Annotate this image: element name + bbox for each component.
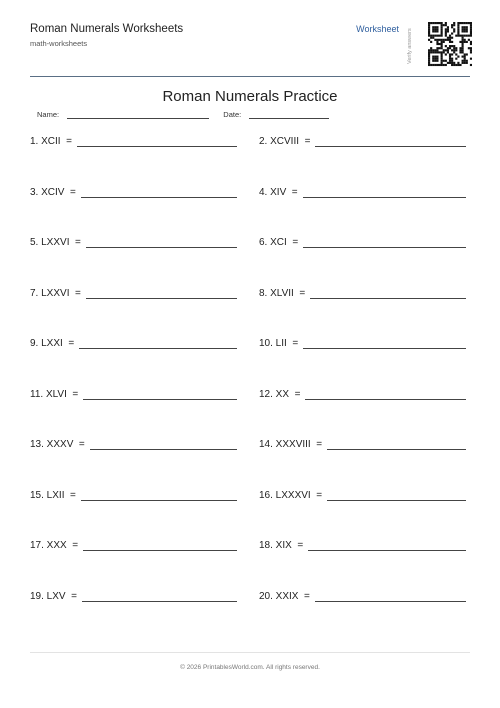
worksheet-title: Roman Numerals Practice xyxy=(162,88,338,105)
problem-item xyxy=(259,591,466,602)
answer-blank[interactable] xyxy=(77,146,237,147)
verify-answers-label: Verify answers xyxy=(407,28,413,64)
problem-item xyxy=(30,338,237,349)
header-title: Roman Numerals Worksheets xyxy=(30,23,184,35)
name-label: Name: xyxy=(37,110,60,119)
problem-label: 3. XCIV = xyxy=(30,186,76,198)
problem-label: 10. LII = xyxy=(259,338,299,349)
problem-item xyxy=(30,288,237,299)
answer-blank[interactable] xyxy=(86,298,237,299)
answer-blank[interactable] xyxy=(303,348,466,349)
problem-label: 16. LXXXVI = xyxy=(259,489,323,501)
problem-item xyxy=(30,136,237,147)
header-divider xyxy=(30,76,470,77)
date-label: Date: xyxy=(223,110,242,119)
name-field[interactable] xyxy=(67,118,209,119)
problem-label: 9. LXXI = xyxy=(30,338,75,349)
problem-item xyxy=(259,187,466,198)
problem-label: 13. XXXV = xyxy=(30,439,85,450)
answer-blank[interactable] xyxy=(303,247,466,248)
problem-item xyxy=(30,439,237,450)
answer-blank[interactable] xyxy=(310,298,466,299)
problem-label: 19. LXV = xyxy=(30,590,77,602)
problem-label: 11. XLVI = xyxy=(30,388,79,400)
answer-blank[interactable] xyxy=(308,550,466,551)
problem-label: 6. XCI = xyxy=(259,237,299,248)
worksheet-link[interactable]: Worksheet xyxy=(356,24,399,34)
problem-item xyxy=(259,338,466,349)
problem-item xyxy=(30,591,237,602)
answer-blank[interactable] xyxy=(79,348,237,349)
problem-item xyxy=(259,540,466,551)
problem-item xyxy=(30,237,237,248)
answer-blank[interactable] xyxy=(83,550,237,551)
problem-item xyxy=(259,389,466,400)
problem-label: 5. LXXVI = xyxy=(30,237,81,248)
problem-label: 1. XCII = xyxy=(30,136,72,147)
problem-label: 18. XIX = xyxy=(259,540,304,551)
problem-label: 8. XLVII = xyxy=(259,287,306,299)
answer-blank[interactable] xyxy=(315,146,466,147)
problem-item xyxy=(30,187,237,198)
name-date-row xyxy=(37,110,329,119)
problem-item xyxy=(30,540,237,551)
answer-blank[interactable] xyxy=(327,449,466,450)
problem-label: 4. XIV = xyxy=(259,186,298,198)
header-subtitle: math-worksheets xyxy=(30,39,88,48)
answer-blank[interactable] xyxy=(305,399,466,400)
answer-blank[interactable] xyxy=(315,601,466,602)
footer-copyright: © 2026 PrintablesWorld.com. All rights reserved. xyxy=(180,664,320,671)
problem-label: 20. XXIX = xyxy=(259,590,310,602)
qr-code-icon[interactable] xyxy=(428,17,472,71)
footer-divider xyxy=(30,652,470,653)
problem-item xyxy=(259,490,466,501)
answer-blank[interactable] xyxy=(83,399,237,400)
problem-item xyxy=(259,288,466,299)
answer-blank[interactable] xyxy=(81,197,237,198)
problem-item xyxy=(259,136,466,147)
problem-label: 14. XXXVIII = xyxy=(259,439,323,450)
answer-blank[interactable] xyxy=(90,449,237,450)
problem-item xyxy=(30,389,237,400)
answer-blank[interactable] xyxy=(303,197,466,198)
problem-label: 7. LXXVI = xyxy=(30,287,81,299)
answer-blank[interactable] xyxy=(82,601,237,602)
problem-item xyxy=(30,490,237,501)
problem-item xyxy=(259,237,466,248)
problem-label: 15. LXII = xyxy=(30,489,76,501)
date-field[interactable] xyxy=(249,118,329,119)
answer-blank[interactable] xyxy=(86,247,237,248)
problem-label: 12. XX = xyxy=(259,388,301,400)
answer-blank[interactable] xyxy=(81,500,237,501)
problem-label: 2. XCVIII = xyxy=(259,136,311,147)
problem-item xyxy=(259,439,466,450)
problem-label: 17. XXX = xyxy=(30,540,79,551)
answer-blank[interactable] xyxy=(327,500,466,501)
